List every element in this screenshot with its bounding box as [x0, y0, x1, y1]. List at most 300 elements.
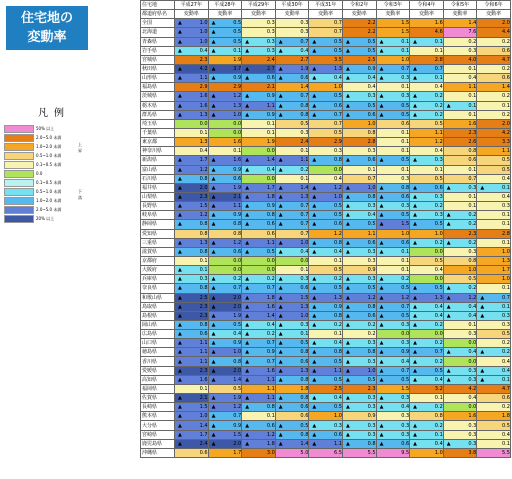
value-text: 0.2 [434, 102, 443, 109]
table-row [141, 339, 511, 348]
value-cell [208, 229, 242, 238]
decline-triangle-icon: ▲ [312, 239, 317, 246]
decline-triangle-icon: ▲ [413, 75, 418, 82]
decline-triangle-icon: ▲ [278, 111, 283, 118]
value-text: 0.8 [300, 349, 309, 356]
table-row [141, 320, 511, 329]
value-cell [342, 101, 376, 110]
value-text: 0.7 [300, 230, 309, 237]
decline-triangle-icon: ▲ [178, 267, 182, 274]
value-cell [175, 320, 209, 329]
value-cell [208, 247, 242, 256]
legend-item [4, 196, 70, 205]
value-cell [242, 101, 276, 110]
value-text: 0.3 [367, 422, 376, 429]
value-text: 0.2 [434, 321, 443, 328]
prefecture-name: 岡山県 [141, 320, 175, 329]
decline-triangle-icon: ▲ [178, 321, 182, 328]
value-cell [175, 128, 209, 137]
decline-triangle-icon: ▲ [245, 404, 250, 411]
value-cell [410, 92, 444, 101]
decline-triangle-icon: ▲ [379, 404, 384, 411]
value-cell [342, 220, 376, 229]
value-cell [477, 448, 511, 457]
value-text: 0.6 [300, 413, 309, 420]
value-cell [477, 92, 511, 101]
table-row [141, 311, 511, 320]
value-cell [309, 64, 343, 73]
table-row [141, 174, 511, 183]
decline-triangle-icon: ▲ [245, 239, 250, 246]
value-text: 0.6 [266, 422, 275, 429]
value-cell [175, 119, 209, 128]
decline-triangle-icon: ▲ [379, 276, 384, 283]
value-text: 0.6 [401, 440, 410, 447]
prefecture-name: 千葉県 [141, 128, 175, 137]
value-cell [208, 330, 242, 339]
value-cell [477, 37, 511, 46]
value-cell [242, 439, 276, 448]
value-cell [275, 156, 309, 165]
value-cell [443, 46, 477, 55]
value-cell [443, 247, 477, 256]
value-cell [309, 128, 343, 137]
value-text: 0.8 [334, 239, 342, 246]
legend-up-label: 上昇 [78, 142, 82, 153]
decline-triangle-icon: ▲ [178, 29, 182, 36]
decline-triangle-icon: ▲ [345, 212, 350, 219]
legend-item [4, 160, 70, 169]
value-cell [175, 247, 209, 256]
decline-triangle-icon: ▲ [413, 312, 418, 319]
value-cell [309, 302, 343, 311]
table-row [141, 202, 511, 211]
value-text: 0.4 [468, 349, 477, 356]
value-cell [242, 311, 276, 320]
value-text: 0.3 [266, 38, 275, 45]
value-text: 0.5 [367, 38, 376, 45]
decline-triangle-icon: ▲ [245, 340, 250, 347]
decline-triangle-icon: ▲ [178, 93, 182, 100]
decline-triangle-icon: ▲ [245, 349, 250, 356]
decline-triangle-icon: ▲ [379, 221, 384, 228]
value-text: 0.4 [434, 148, 443, 155]
decline-triangle-icon: ▲ [446, 303, 451, 310]
value-text: 0.2 [434, 340, 443, 347]
value-text: 0.9 [367, 66, 376, 73]
value-cell [410, 430, 444, 439]
decline-triangle-icon: ▲ [211, 367, 216, 374]
value-cell [443, 220, 477, 229]
value-text: 2.0 [199, 184, 208, 191]
prefecture-name: 愛知県 [141, 229, 175, 238]
value-text: 0.3 [367, 93, 376, 100]
value-text: 0.4 [401, 404, 410, 411]
value-text: 0.2 [434, 422, 443, 429]
value-cell [208, 421, 242, 430]
decline-triangle-icon: ▲ [245, 184, 250, 191]
value-cell [208, 138, 242, 147]
value-cell [309, 311, 343, 320]
value-cell [242, 92, 276, 101]
value-cell [175, 55, 209, 64]
value-text: 0.4 [468, 303, 477, 310]
value-cell [443, 165, 477, 174]
value-text: 0.6 [401, 239, 410, 246]
value-cell [175, 238, 209, 247]
value-text: 0.5 [401, 111, 410, 118]
value-cell [175, 165, 209, 174]
legend-label: 0.0 [36, 171, 43, 176]
value-cell [477, 119, 511, 128]
decline-triangle-icon: ▲ [312, 102, 317, 109]
header-corner: 住宅地 [141, 1, 175, 10]
decline-triangle-icon: ▲ [413, 66, 418, 73]
decline-triangle-icon: ▲ [178, 20, 182, 27]
value-text: 0.8 [300, 111, 309, 118]
value-cell [376, 348, 410, 357]
decline-triangle-icon: ▲ [211, 212, 216, 219]
land-price-table [140, 0, 511, 458]
value-cell [309, 55, 343, 64]
value-text: 0.1 [501, 184, 510, 191]
value-cell [275, 439, 309, 448]
value-cell [376, 101, 410, 110]
value-text: 1.2 [199, 166, 208, 173]
value-text: 0.5 [334, 130, 342, 137]
value-cell [309, 46, 343, 55]
value-cell [376, 412, 410, 421]
decline-triangle-icon: ▲ [379, 157, 384, 164]
prefecture-name: 島根県 [141, 311, 175, 320]
decline-triangle-icon: ▲ [413, 93, 418, 100]
prefecture-name: 石川県 [141, 174, 175, 183]
value-text: 1.6 [468, 120, 477, 127]
value-cell [342, 165, 376, 174]
value-text: 1.3 [300, 194, 309, 201]
prefecture-name: 三重県 [141, 238, 175, 247]
value-text: 1.3 [334, 66, 342, 73]
value-cell [309, 421, 343, 430]
decline-triangle-icon: ▲ [413, 367, 418, 374]
value-text: 0.2 [233, 276, 242, 283]
decline-triangle-icon: ▲ [245, 75, 250, 82]
decline-triangle-icon: ▲ [379, 47, 384, 54]
value-text: 2.3 [468, 130, 477, 137]
value-text: 1.9 [233, 395, 242, 402]
value-cell [175, 220, 209, 229]
prefecture-name: 大阪府 [141, 266, 175, 275]
decline-triangle-icon: ▲ [245, 440, 250, 447]
value-text: 0.3 [468, 422, 477, 429]
value-cell [208, 311, 242, 320]
decline-triangle-icon: ▲ [278, 312, 283, 319]
decline-triangle-icon: ▲ [312, 312, 317, 319]
value-text: 0.6 [334, 221, 342, 228]
decline-triangle-icon: ▲ [446, 349, 451, 356]
value-text: 0.2 [434, 111, 443, 118]
header-cell: 変動率 [309, 10, 343, 19]
value-cell [275, 311, 309, 320]
value-text: 0.2 [501, 349, 510, 356]
prefecture-name: 茨城県 [141, 92, 175, 101]
value-text: 1.0 [401, 230, 410, 237]
decline-triangle-icon: ▲ [245, 102, 250, 109]
value-cell [342, 256, 376, 265]
value-text: 0.3 [468, 431, 477, 438]
decline-triangle-icon: ▲ [211, 111, 216, 118]
value-cell [376, 74, 410, 83]
legend-label: 0.5~1.0 未満 [36, 188, 62, 194]
value-text: 0.3 [501, 203, 510, 210]
prefecture-name: 新潟県 [141, 156, 175, 165]
value-text: 0.1 [468, 203, 477, 210]
header-cell: 平成29年 [242, 1, 276, 10]
value-cell [309, 403, 343, 412]
decline-triangle-icon: ▲ [312, 184, 317, 191]
value-cell [410, 339, 444, 348]
value-text: 0.8 [300, 431, 309, 438]
value-cell [309, 119, 343, 128]
value-cell [242, 55, 276, 64]
value-text: 0.5 [401, 157, 410, 164]
value-cell [376, 110, 410, 119]
prefecture-name: 大分県 [141, 421, 175, 430]
value-cell [410, 74, 444, 83]
value-cell [342, 174, 376, 183]
value-text: 0.9 [367, 267, 376, 274]
value-cell [443, 92, 477, 101]
value-cell [208, 83, 242, 92]
value-cell [208, 37, 242, 46]
decline-triangle-icon: ▲ [245, 93, 250, 100]
value-text: 0.5 [334, 285, 342, 292]
value-cell [242, 275, 276, 284]
value-text: 0.7 [434, 349, 443, 356]
value-cell [275, 220, 309, 229]
value-text: 1.3 [434, 294, 443, 301]
value-cell [410, 320, 444, 329]
value-cell [376, 266, 410, 275]
value-cell [376, 37, 410, 46]
value-cell [342, 412, 376, 421]
value-text: 0.5 [334, 358, 342, 365]
value-cell [410, 384, 444, 393]
value-text: 0.7 [367, 175, 376, 182]
value-text: 0.7 [266, 340, 275, 347]
value-text: 0.1 [401, 258, 410, 264]
title-line: 住宅地の [20, 11, 73, 26]
decline-triangle-icon: ▲ [178, 303, 182, 310]
value-text: 1.3 [199, 239, 208, 246]
value-text: 0.4 [501, 175, 510, 182]
decline-triangle-icon: ▲ [312, 294, 317, 301]
value-text: 0.5 [501, 166, 510, 173]
value-text: 0.1 [434, 166, 443, 173]
value-text: 2.0 [233, 440, 242, 447]
value-cell [443, 448, 477, 457]
value-text: 0.3 [401, 321, 410, 328]
value-cell [309, 357, 343, 366]
value-cell [342, 28, 376, 37]
decline-triangle-icon: ▲ [211, 75, 216, 82]
value-text: 2.7 [266, 66, 275, 73]
value-text: 2.0 [233, 303, 242, 310]
value-text: 0.4 [266, 321, 275, 328]
decline-triangle-icon: ▲ [278, 194, 283, 201]
value-text: 0.4 [501, 358, 510, 365]
value-cell [342, 119, 376, 128]
value-cell [477, 202, 511, 211]
decline-triangle-icon: ▲ [211, 102, 216, 109]
value-text: 2.1 [233, 194, 242, 201]
value-text: 1.0 [199, 413, 208, 420]
value-cell [410, 302, 444, 311]
value-text: 0.5 [501, 331, 510, 338]
decline-triangle-icon: ▲ [178, 248, 182, 255]
value-cell [275, 183, 309, 192]
value-text: 5.5 [501, 449, 510, 456]
value-cell [242, 37, 276, 46]
value-text: 0.1 [401, 248, 410, 255]
decline-triangle-icon: ▲ [379, 349, 384, 356]
value-text: 0.6 [367, 157, 376, 164]
value-cell [342, 348, 376, 357]
value-text: 1.6 [233, 157, 242, 164]
value-cell [275, 330, 309, 339]
value-text: 0.7 [334, 29, 342, 36]
value-cell [309, 275, 343, 284]
value-text: 0.3 [367, 340, 376, 347]
prefecture-name: 兵庫県 [141, 275, 175, 284]
value-cell [242, 394, 276, 403]
value-text: 0.6 [266, 221, 275, 228]
decline-triangle-icon: ▲ [211, 349, 216, 356]
value-text: 2.7 [300, 56, 309, 63]
value-text: 0.2 [501, 66, 510, 73]
value-cell [242, 147, 276, 156]
value-cell [275, 421, 309, 430]
decline-triangle-icon: ▲ [345, 395, 350, 402]
value-cell [376, 238, 410, 247]
prefecture-name: 広島県 [141, 330, 175, 339]
decline-triangle-icon: ▲ [379, 111, 384, 118]
value-cell [376, 229, 410, 238]
decline-triangle-icon: ▲ [178, 239, 182, 246]
value-text: 4.7 [501, 56, 510, 63]
value-text: 0.8 [334, 349, 342, 356]
value-text: 0.4 [334, 75, 342, 82]
legend-item [4, 124, 70, 133]
value-cell [309, 247, 343, 256]
value-cell [275, 284, 309, 293]
value-cell [208, 55, 242, 64]
decline-triangle-icon: ▲ [211, 29, 216, 36]
value-cell [208, 320, 242, 329]
value-text: 0.0 [300, 258, 309, 264]
value-cell [410, 211, 444, 220]
value-cell [275, 119, 309, 128]
value-text: 0.9 [334, 303, 342, 310]
value-text: 1.4 [266, 157, 275, 164]
value-text: 0.6 [233, 248, 242, 255]
value-text: 1.1 [334, 440, 342, 447]
decline-triangle-icon: ▲ [345, 66, 350, 73]
value-cell [376, 128, 410, 137]
value-cell [175, 92, 209, 101]
value-text: 0.6 [401, 120, 410, 127]
decline-triangle-icon: ▲ [178, 404, 182, 411]
value-text: 0.1 [199, 130, 208, 137]
decline-triangle-icon: ▲ [245, 248, 250, 255]
value-text: 0.7 [434, 66, 443, 73]
value-cell [275, 238, 309, 247]
decline-triangle-icon: ▲ [245, 47, 250, 54]
value-cell [376, 220, 410, 229]
value-cell [342, 357, 376, 366]
value-text: 0.9 [233, 75, 242, 82]
value-text: 1.1 [501, 148, 510, 155]
decline-triangle-icon: ▲ [379, 248, 384, 255]
value-text: 0.1 [501, 239, 510, 246]
value-text: 1.0 [300, 239, 309, 246]
value-text: 0.3 [468, 184, 477, 191]
value-cell [208, 147, 242, 156]
value-text: 0.2 [401, 276, 410, 283]
value-text: 4.0 [468, 56, 477, 63]
value-cell [309, 430, 343, 439]
decline-triangle-icon: ▲ [379, 184, 384, 191]
value-text: 0.3 [367, 431, 376, 438]
value-cell [175, 275, 209, 284]
value-cell [477, 412, 511, 421]
value-text: 1.9 [266, 139, 275, 146]
value-cell [376, 357, 410, 366]
prefecture-name: 山梨県 [141, 192, 175, 201]
value-text: 0.8 [367, 349, 376, 356]
value-cell [410, 275, 444, 284]
prefecture-name: 北海道 [141, 28, 175, 37]
value-text: 2.3 [199, 367, 208, 374]
value-cell [410, 220, 444, 229]
decline-triangle-icon: ▲ [278, 294, 283, 301]
value-cell [376, 19, 410, 28]
value-text: 1.1 [468, 84, 477, 91]
value-text: 1.1 [266, 385, 275, 392]
value-text: 0.1 [434, 431, 443, 438]
value-cell [242, 256, 276, 265]
value-text: 0.2 [334, 321, 342, 328]
value-cell [175, 110, 209, 119]
value-cell [208, 174, 242, 183]
value-text: 0.1 [468, 102, 477, 109]
value-text: 0.4 [367, 84, 376, 91]
value-text: 0.8 [401, 184, 410, 191]
value-cell [242, 174, 276, 183]
value-text: 1.3 [334, 294, 342, 301]
value-text: 1.0 [233, 349, 242, 356]
value-cell [309, 74, 343, 83]
decline-triangle-icon: ▲ [379, 395, 384, 402]
value-text: 0.1 [266, 120, 275, 127]
decline-triangle-icon: ▲ [312, 431, 317, 438]
value-cell [342, 202, 376, 211]
value-cell [410, 330, 444, 339]
value-text: 0.7 [266, 285, 275, 292]
decline-triangle-icon: ▲ [211, 47, 216, 54]
value-text: 1.5 [401, 20, 410, 27]
value-text: 0.2 [501, 93, 510, 100]
